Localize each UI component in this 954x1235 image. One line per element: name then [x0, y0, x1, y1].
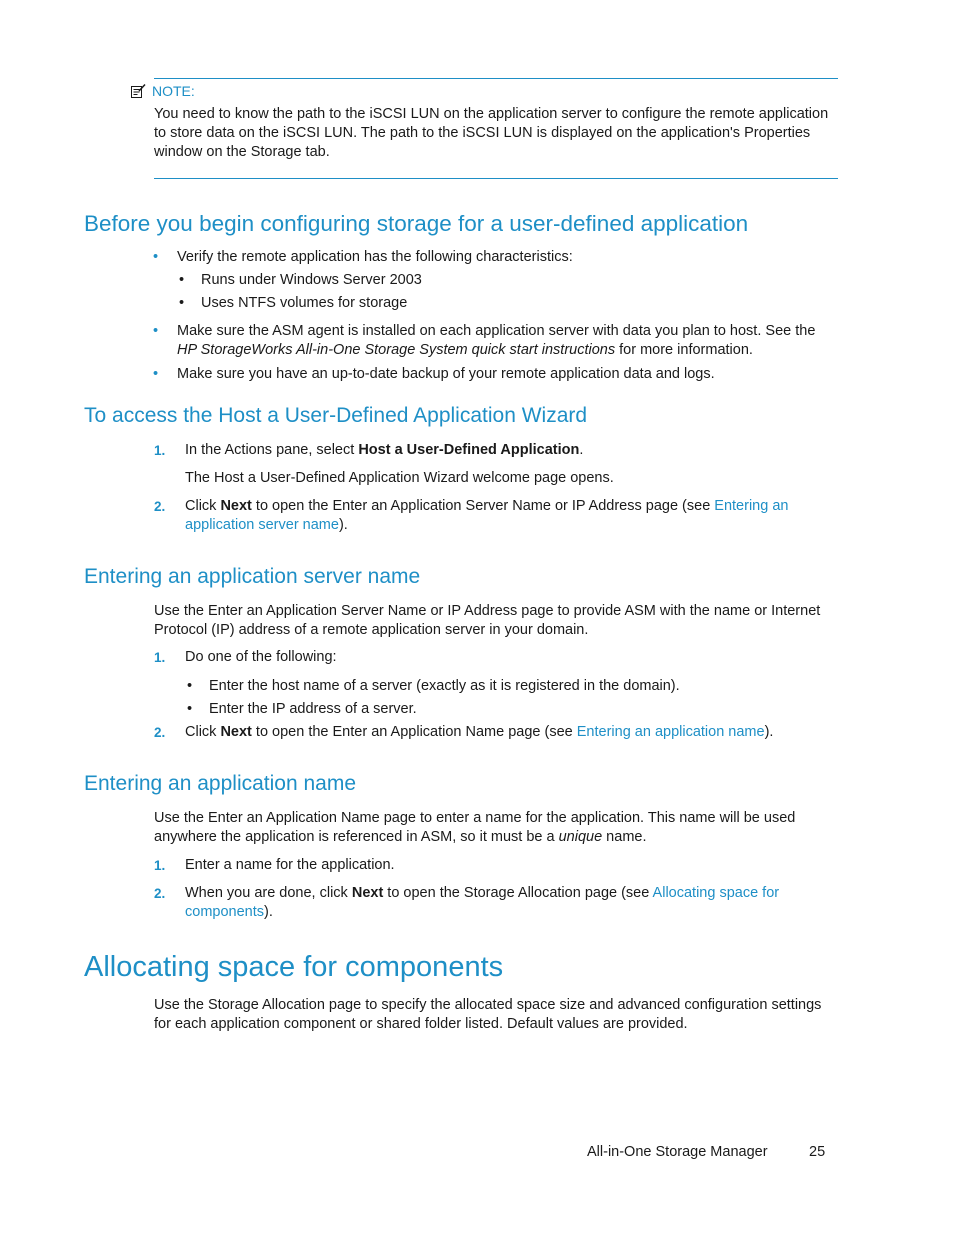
step-number: 2.: [154, 725, 166, 740]
step-number: 2.: [154, 499, 166, 514]
paragraph: Use the Enter an Application Name page to enter a name for the application. This name will be used anywhere the application is referenced in ASM, so it must be a unique name.: [154, 810, 796, 845]
note-top-rule: [154, 78, 838, 79]
link-allocating-space[interactable]: Allocating space for components: [185, 885, 780, 920]
bullet-mark: •: [153, 323, 159, 339]
list-item: 1. Enter a name for the application.: [154, 857, 395, 873]
note-box: [154, 78, 838, 179]
paragraph: Use the Storage Allocation page to specify the allocated space size and advanced configuration settings for each application component or shared folder listed. Default values are provided.: [154, 997, 822, 1032]
list-item: 2. Click Next to open the Enter an Application Name page (see Entering an application name).: [154, 724, 774, 740]
link-entering-server-name[interactable]: Entering an application server name: [185, 498, 789, 533]
step-result: The Host a User-Defined Application Wizard welcome page opens.: [185, 470, 614, 486]
heading-server-name: Entering an application server name: [84, 565, 421, 588]
heading-before-you-begin: Before you begin configuring storage for a user-defined application: [84, 211, 749, 236]
list-item: 2. When you are done, click Next to open the Storage Allocation page (see Allocating space for components).: [154, 885, 780, 920]
heading-allocating-space: Allocating space for components: [84, 951, 504, 983]
list-item: • Verify the remote application has the following characteristics:: [153, 249, 573, 265]
step-number: 1.: [154, 443, 166, 458]
list-item: • Uses NTFS volumes for storage: [179, 295, 408, 311]
bullet-mark: •: [179, 272, 185, 288]
list-item: • Runs under Windows Server 2003: [179, 272, 422, 288]
list-item: 1. Do one of the following:: [154, 649, 337, 665]
paragraph: Use the Enter an Application Server Name or IP Address page to provide ASM with the name or Internet Protocol (IP) address of a remote application server in your domain.: [154, 603, 821, 638]
heading-access-wizard: To access the Host a User-Defined Application Wizard: [84, 404, 588, 427]
list-item: 1. In the Actions pane, select Host a User-Defined Application.: [154, 442, 584, 458]
bullet-mark: •: [187, 678, 193, 694]
list-item: 2. Click Next to open the Enter an Application Server Name or IP Address page (see Entering an application server name).: [154, 498, 789, 533]
bullet-mark: •: [153, 366, 159, 382]
list-item: • Enter the host name of a server (exactly as it is registered in the domain).: [187, 678, 680, 694]
heading-application-name: Entering an application name: [84, 772, 357, 795]
bullet-mark: •: [179, 295, 185, 311]
step-number: 1.: [154, 858, 166, 873]
list-item: • Make sure you have an up-to-date backup of your remote application data and logs.: [153, 366, 715, 382]
list-item: • Enter the IP address of a server.: [187, 701, 417, 717]
note-header: [130, 83, 838, 99]
list-item: • Make sure the ASM agent is installed on each application server with data you plan to host. See the HP StorageWorks All-in-One Storage System quick start instructions for more information.: [153, 323, 816, 358]
note-pencil-icon: [130, 83, 146, 99]
page-number: 25: [809, 1144, 826, 1160]
note-title: NOTE:: [152, 83, 195, 99]
footer-title: All-in-One Storage Manager: [587, 1144, 768, 1160]
bullet-mark: •: [153, 249, 159, 265]
note-body: You need to know the path to the iSCSI LUN on the application server to configure the remote application to store data on the iSCSI LUN. The path to the iSCSI LUN is displayed on the application's Properties window on the Storage tab.: [154, 105, 838, 179]
step-number: 1.: [154, 650, 166, 665]
bullet-mark: •: [187, 701, 193, 717]
link-entering-application-name[interactable]: Entering an application name: [576, 724, 765, 740]
step-number: 2.: [154, 886, 166, 901]
